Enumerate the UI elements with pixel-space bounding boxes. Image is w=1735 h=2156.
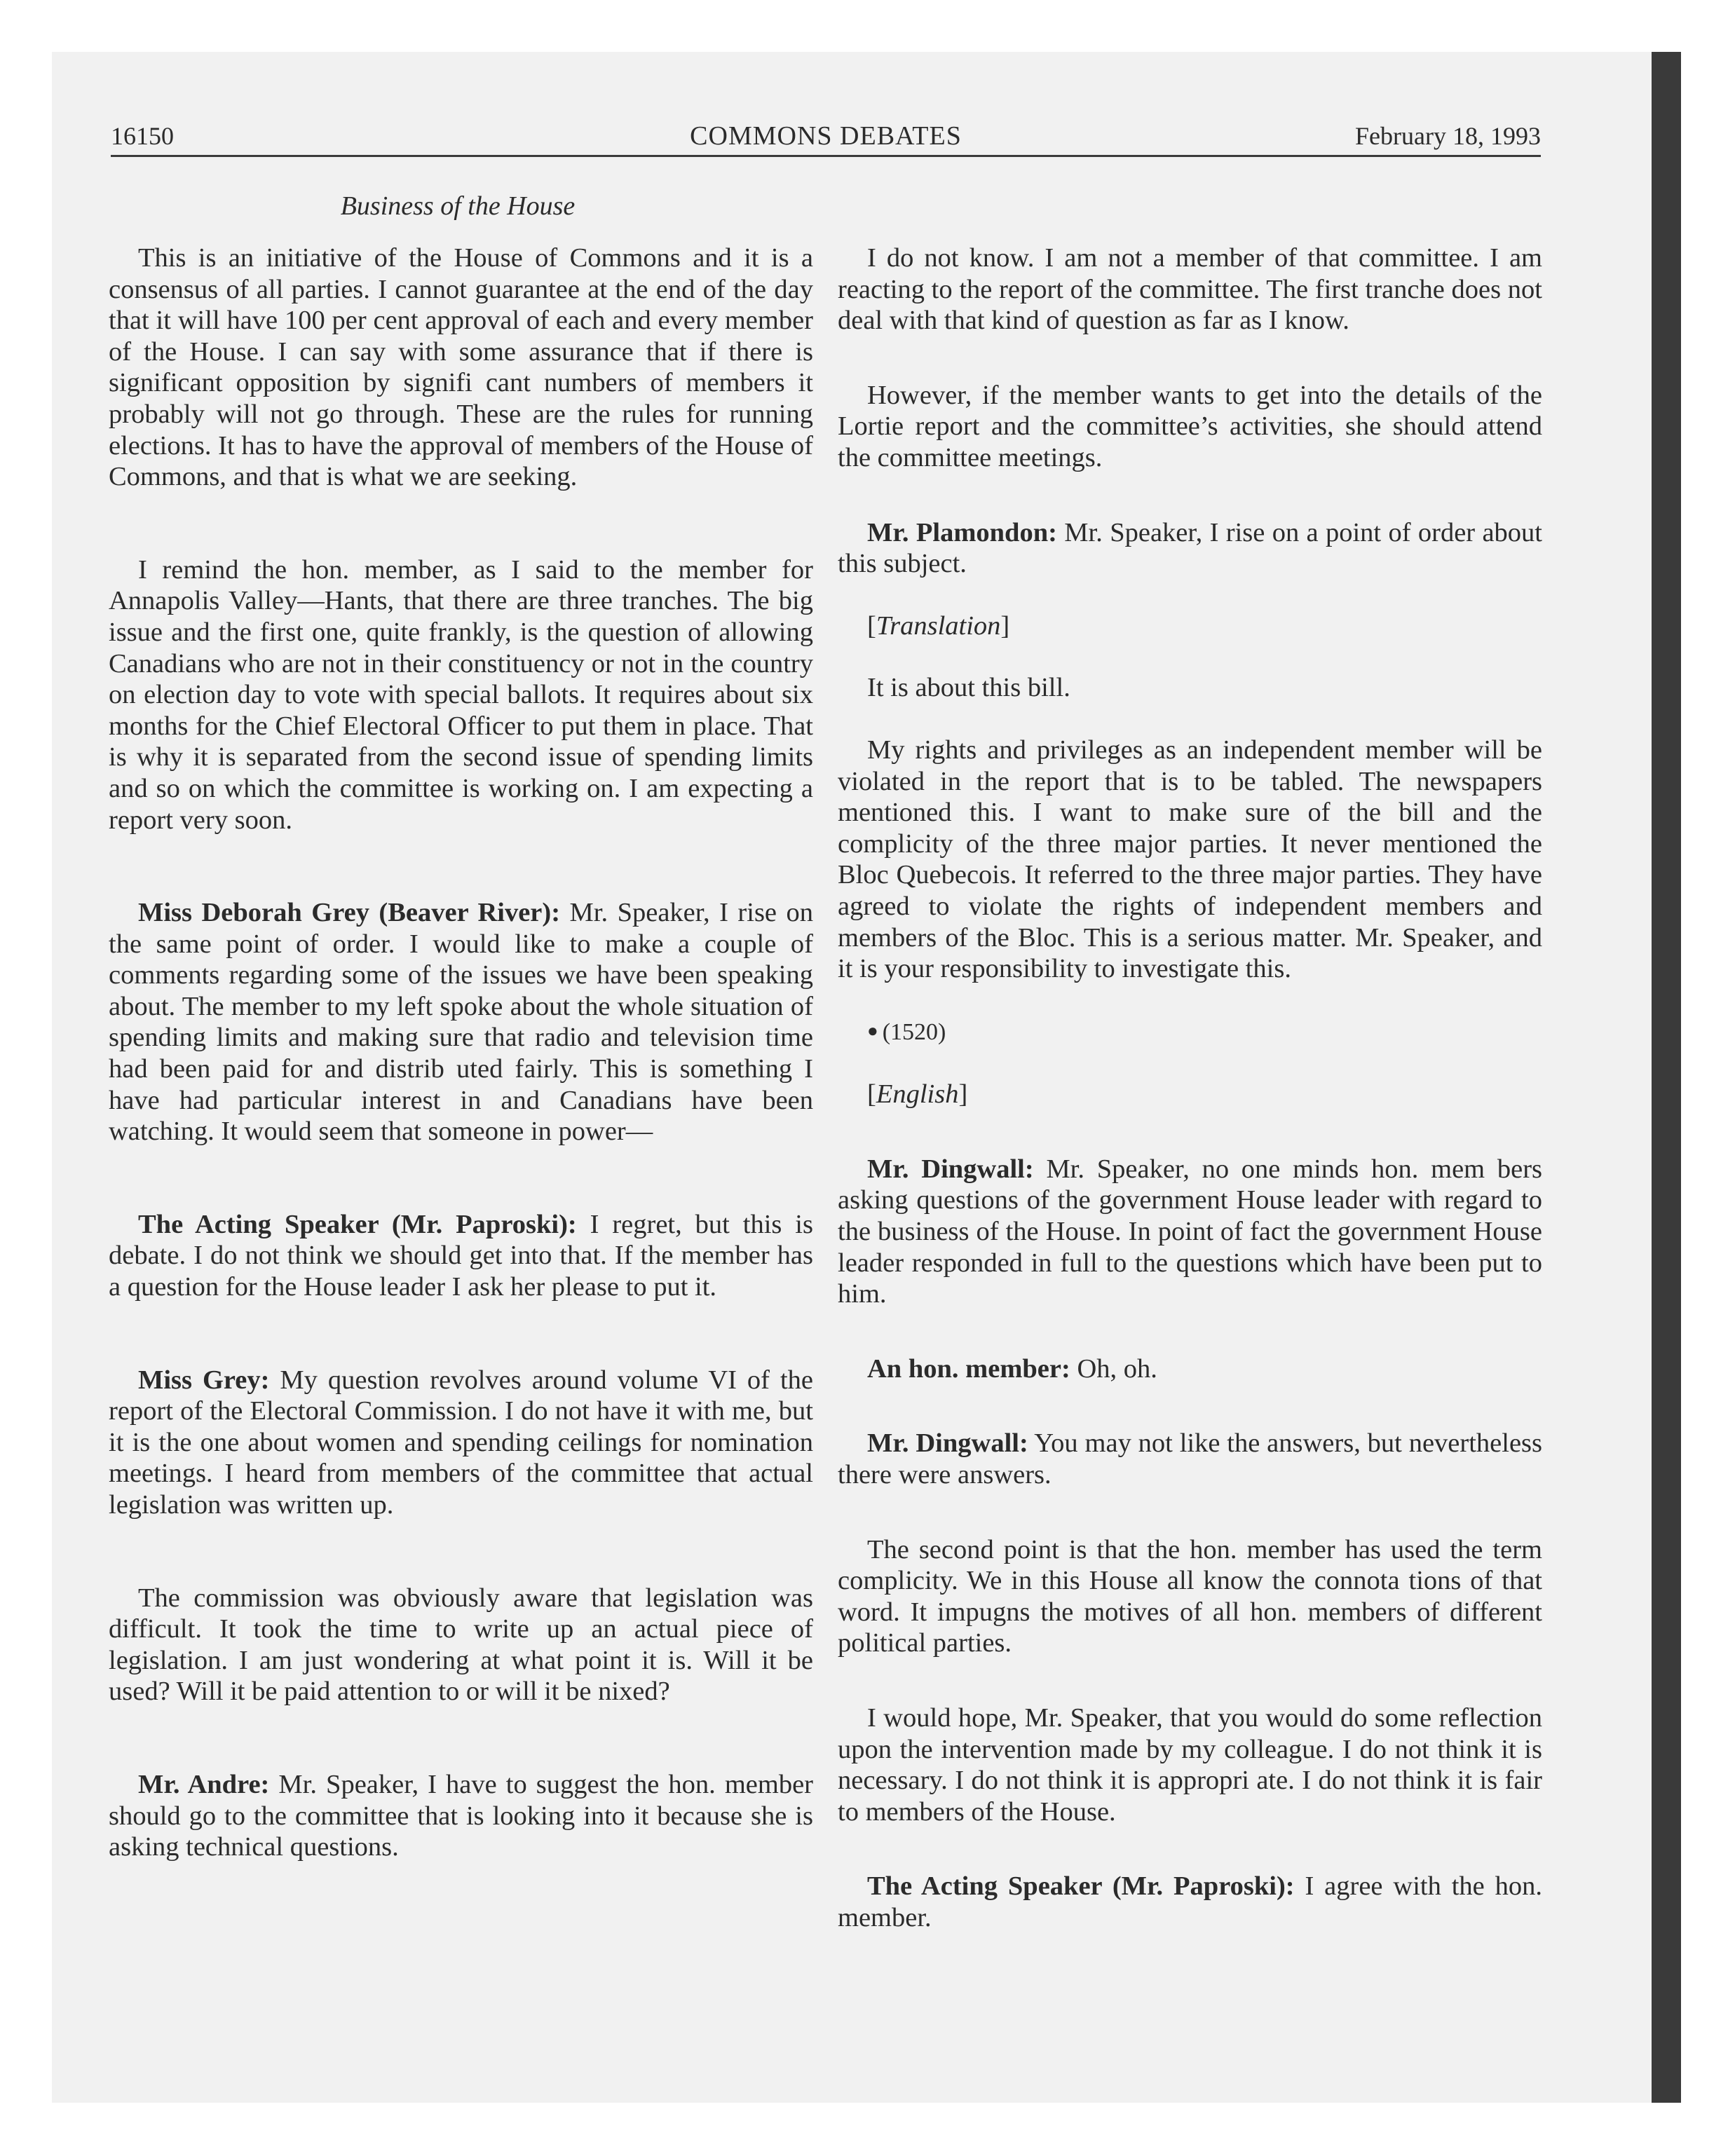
speech-text: Oh, oh.	[1070, 1353, 1157, 1384]
paragraph	[838, 517, 1542, 580]
paragraph	[109, 1769, 813, 1863]
right-column	[838, 243, 1542, 1934]
paragraph: I do not know. I am not a member of that committee. I am reacting to the report of the committee. The first tranche does not deal with that kind of question as far as I know.	[838, 243, 1542, 336]
paragraph: The commission was obviously aware that legislation was difficult. It took the time to write up an actual piece of legislation. I am just wondering at what point it is. Will it be used? Will it be paid attention to or will it be nixed?	[109, 1583, 813, 1707]
header-rule	[111, 155, 1541, 157]
speech-text: Mr. Speaker, I have to suggest the hon. member should go to the committee that is looking into it because she is asking technical questions.	[109, 1769, 813, 1862]
speech-text: Mr. Speaker, no one minds hon. mem bers asking questions of the government House leader with regard to the business of the House. In point of fact the government House leader responded in full to the questions which have been put to him.	[838, 1154, 1542, 1309]
speech-text: Mr. Speaker, I rise on the same point of order. I would like to make a couple of comments regarding some of the issues we have been speaking about. The member to my left spoke about the whole situation of spending limits and making sure that radio and television time had been paid for and distrib uted fairly. This is something I have had particular interest in and Canadians have been watching. It would seem that someone in power—	[109, 898, 813, 1147]
time-marker-text: (1520)	[882, 1018, 946, 1045]
paragraph	[838, 1428, 1542, 1490]
time-marker	[838, 1016, 1542, 1049]
speech-text: You may not like the answers, but nevertheless there were answers.	[838, 1428, 1543, 1490]
paragraph: The second point is that the hon. member has used the term complicity. We in this House all know the connota tions of that word. It impugns the motives of all hon. members of different political parties.	[838, 1534, 1542, 1658]
speaker-name: The Acting Speaker (Mr. Paproski):	[867, 1871, 1295, 1902]
paragraph	[109, 1209, 813, 1303]
translation-label: Translation	[876, 610, 1001, 641]
scan-edge-shadow	[1652, 52, 1681, 2103]
left-column	[109, 243, 813, 1863]
speech-text: Mr. Speaker, I rise on a point of order about this subject.	[838, 517, 1542, 579]
publication-title: COMMONS DEBATES	[690, 121, 962, 151]
speech-text: I regret, but this is debate. I do not think we should get into that. If the member has a question for the House leader I ask her please to put it.	[109, 1209, 813, 1302]
paragraph: However, if the member wants to get into the details of the Lortie report and the committee’s activities, she should attend the committee meetings.	[838, 380, 1542, 472]
paragraph: It is about this bill.	[867, 673, 1070, 703]
speaker-name: The Acting Speaker (Mr. Paproski):	[138, 1209, 577, 1239]
speech-text: My question revolves around volume VI of the report of the Electoral Commission. I do not have it with me, but it is the one about women and spending ceilings for nomination meetings. I heard from members of the committee that actual legislation was written up.	[109, 1365, 813, 1520]
paragraph: I would hope, Mr. Speaker, that you would do some reflection upon the intervention made by my colleague. I do not think it is necessary. I do not think it is appropri ate. I do not think it is fair to members of the House.	[838, 1703, 1542, 1827]
page-header	[111, 116, 1541, 158]
paragraph	[838, 1154, 1542, 1310]
speech-text: I agree with the hon. member.	[838, 1871, 1542, 1932]
paragraph	[109, 897, 813, 1147]
speaker-name: An hon. member:	[867, 1353, 1070, 1384]
speaker-name: Mr. Dingwall:	[867, 1428, 1028, 1459]
speaker-name: Mr. Plamondon:	[867, 517, 1057, 547]
running-head: Business of the House	[340, 191, 576, 221]
speaker-name: Mr. Andre:	[138, 1769, 270, 1799]
speaker-name: Mr. Dingwall:	[867, 1154, 1034, 1184]
header-date: February 18, 1993	[1355, 122, 1541, 150]
paragraph: My rights and privileges as an independent member will be violated in the report that is to be tabled. The newspapers mentioned this. I want to make sure of the bill and the complicity of the three major parties. It never mentioned the Bloc Quebecois. It referred to the three major parties. They have agreed to violate the rights of independent members and members of the Bloc. This is a serious matter. Mr. Speaker, and it is your responsibility to investigate this.	[838, 735, 1542, 984]
english-label: English	[876, 1079, 959, 1110]
paragraph	[109, 1365, 813, 1521]
paragraph	[838, 1871, 1542, 1933]
speaker-name: Miss Grey:	[138, 1365, 270, 1395]
translation-marker: [Translation]	[867, 610, 1010, 641]
bullet-icon: ●	[867, 1020, 878, 1041]
paragraph	[838, 1353, 1542, 1385]
paragraph: This is an initiative of the House of Commons and it is a consensus of all parties. I cannot guarantee at the end of the day that it will have 100 per cent approval of each and every member of the House. I can say with some assurance that if there is significant opposition by signifi cant numbers of members it probably will not go through. These are the rules for running elections. It has to have the approval of members of the House of Commons, and that is what we are seeking.	[109, 243, 813, 492]
english-marker: [English]	[867, 1079, 968, 1110]
paragraph: I remind the hon. member, as I said to the member for Annapolis Valley—Hants, that there are three tranches. The big issue and the first one, quite frankly, is the question of allowing Canadians who are not in their constituency or not in the country on election day to vote with special ballots. It requires about six months for the Chief Electoral Officer to put them in place. That is why it is separated from the second issue of spending limits and so on which the committee is working on. I am expecting a report very soon.	[109, 554, 813, 835]
page-number: 16150	[111, 122, 174, 150]
speaker-name: Miss Deborah Grey (Beaver River):	[138, 898, 561, 928]
